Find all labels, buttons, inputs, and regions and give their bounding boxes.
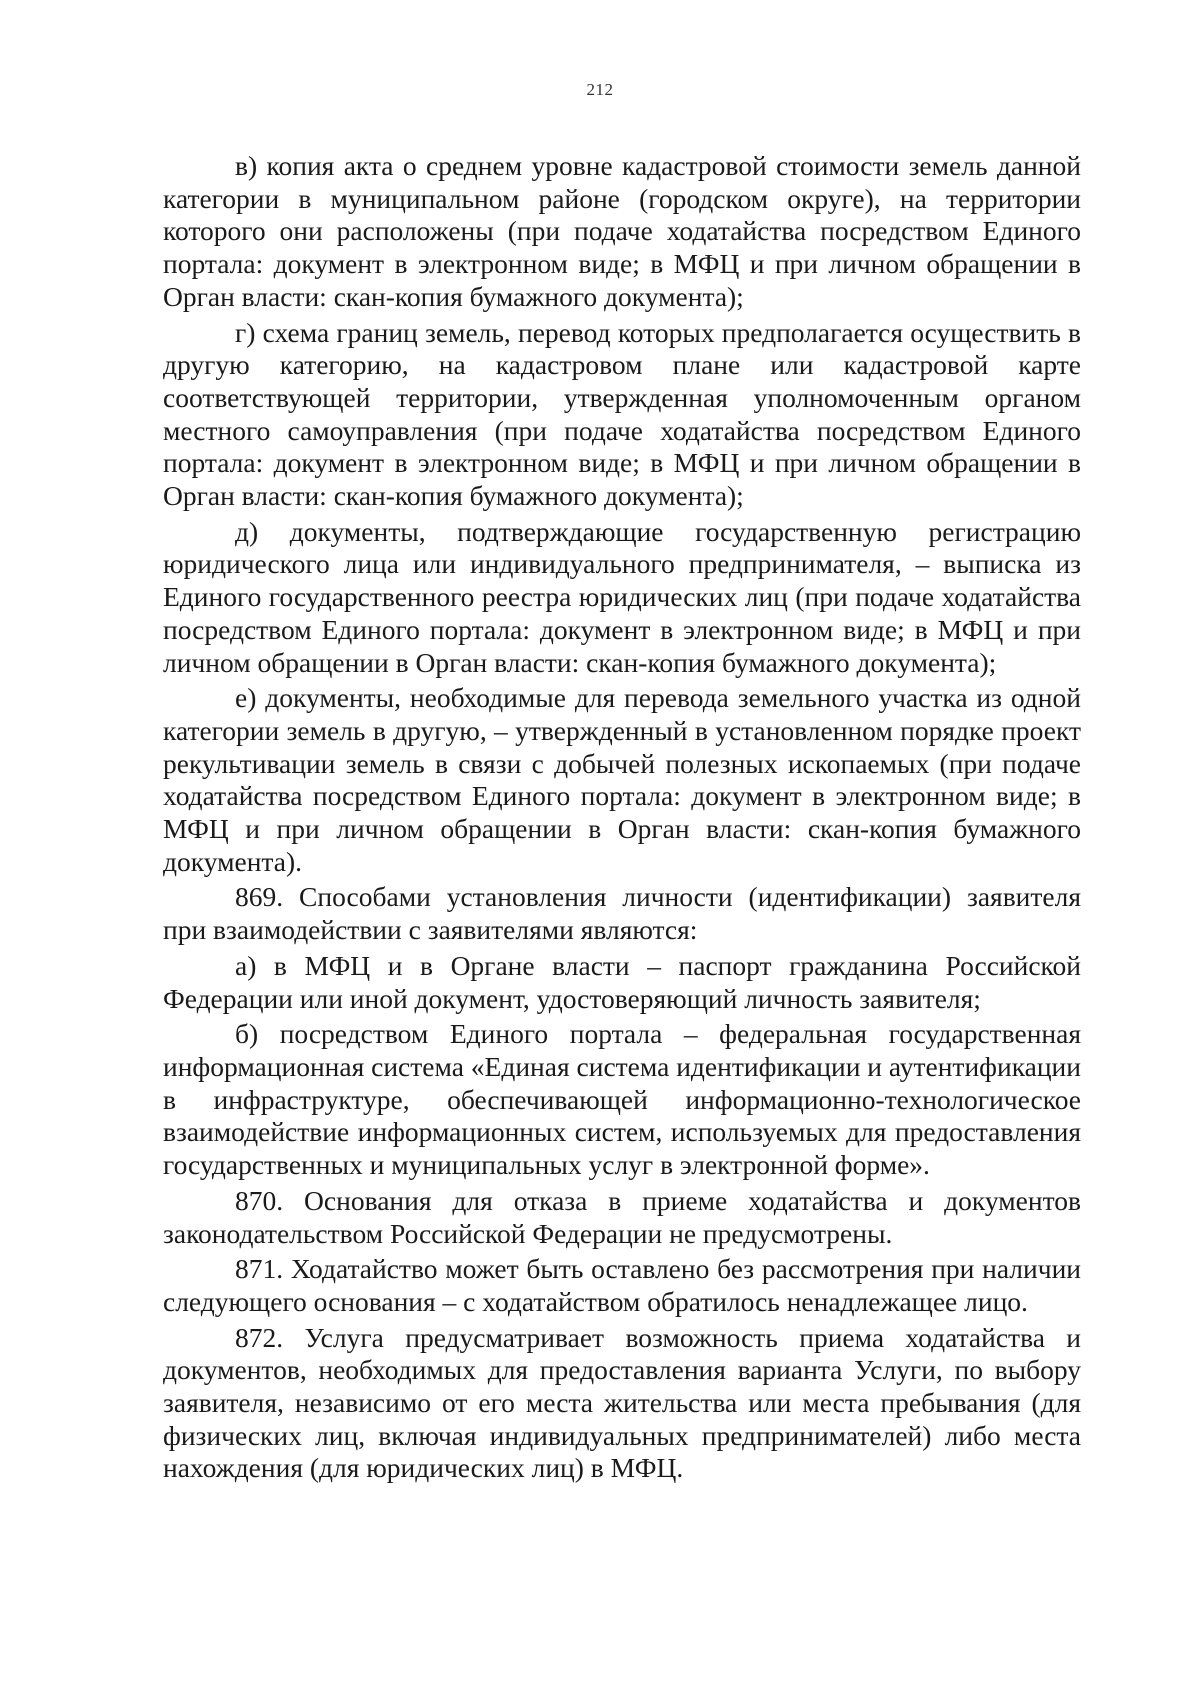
paragraph-872: 872. Услуга предусматривает возможность приема ходатайства и документов, необходимых для предоставления варианта Услуги, по выбору заявителя, независимо от его места жительства или места пребывания (для физических лиц, включая индивидуальных предпринимателей) либо места нахождения (для юридических лиц) в МФЦ. [163,1321,1081,1484]
page-number: 212 [586,80,614,99]
paragraph-item-g: г) схема границ земель, перевод которых предполагается осуществить в другую категорию, на кадастровом плане или кадастровой карте соответствующей территории, утвержденная уполномоченным органом местного самоуправления (при подаче ходатайства посредством Единого портала: документ в электронном виде; в МФЦ и при личном обращении в Орган власти: скан-копия бумажного документа); [163,316,1081,512]
paragraph-871: 871. Ходатайство может быть оставлено без рассмотрения при наличии следующего основания – с ходатайством обратилось ненадлежащее лицо. [163,1253,1081,1317]
paragraph-item-d: д) документы, подтверждающие государственную регистрацию юридического лица или индивидуального предпринимателя, – выписка из Единого государственного реестра юридических лиц (при подаче ходатайства посредством Единого портала: документ в электронном виде; в МФЦ и при личном обращении в Орган власти: скан-копия бумажного документа); [163,515,1081,678]
paragraph-869: 869. Способами установления личности (идентификации) заявителя при взаимодействии с заявителями являются: [163,881,1081,946]
paragraph-870: 870. Основания для отказа в приеме ходатайства и документов законодательством Российской Федерации не предусмотрены. [163,1184,1081,1249]
paragraph-869-item-a: а) в МФЦ и в Органе власти – паспорт гражданина Российской Федерации или иной документ, удостоверяющий личность заявителя; [163,949,1081,1014]
paragraph-item-e: е) документы, необходимые для перевода земельного участка из одной категории земель в другую, – утвержденный в установленном порядке проект рекультивации земель в связи с добычей полезных ископаемых (при подаче ходатайства посредством Единого портала: документ в электронном виде; в МФЦ и при личном обращении в Орган власти: скан-копия бумажного документа). [163,682,1081,877]
paragraph-item-v: в) копия акта о среднем уровне кадастровой стоимости земель данной категории в муниципальном районе (городском округе), на территории которого они расположены (при подаче ходатайства посредством Единого портала: документ в электронном виде; в МФЦ и при личном обращении в Орган власти: скан-копия бумажного документа); [163,150,1081,312]
paragraph-869-item-b: б) посредством Единого портала – федеральная государственная информационная система «Единая система идентификации и аутентификации в инфраструктуре, обеспечивающей информационно-технологическое взаимодействие информационных систем, используемых для предоставления государственных и муниципальных услуг в электронной форме». [163,1018,1081,1181]
document-body [163,150,1081,1488]
